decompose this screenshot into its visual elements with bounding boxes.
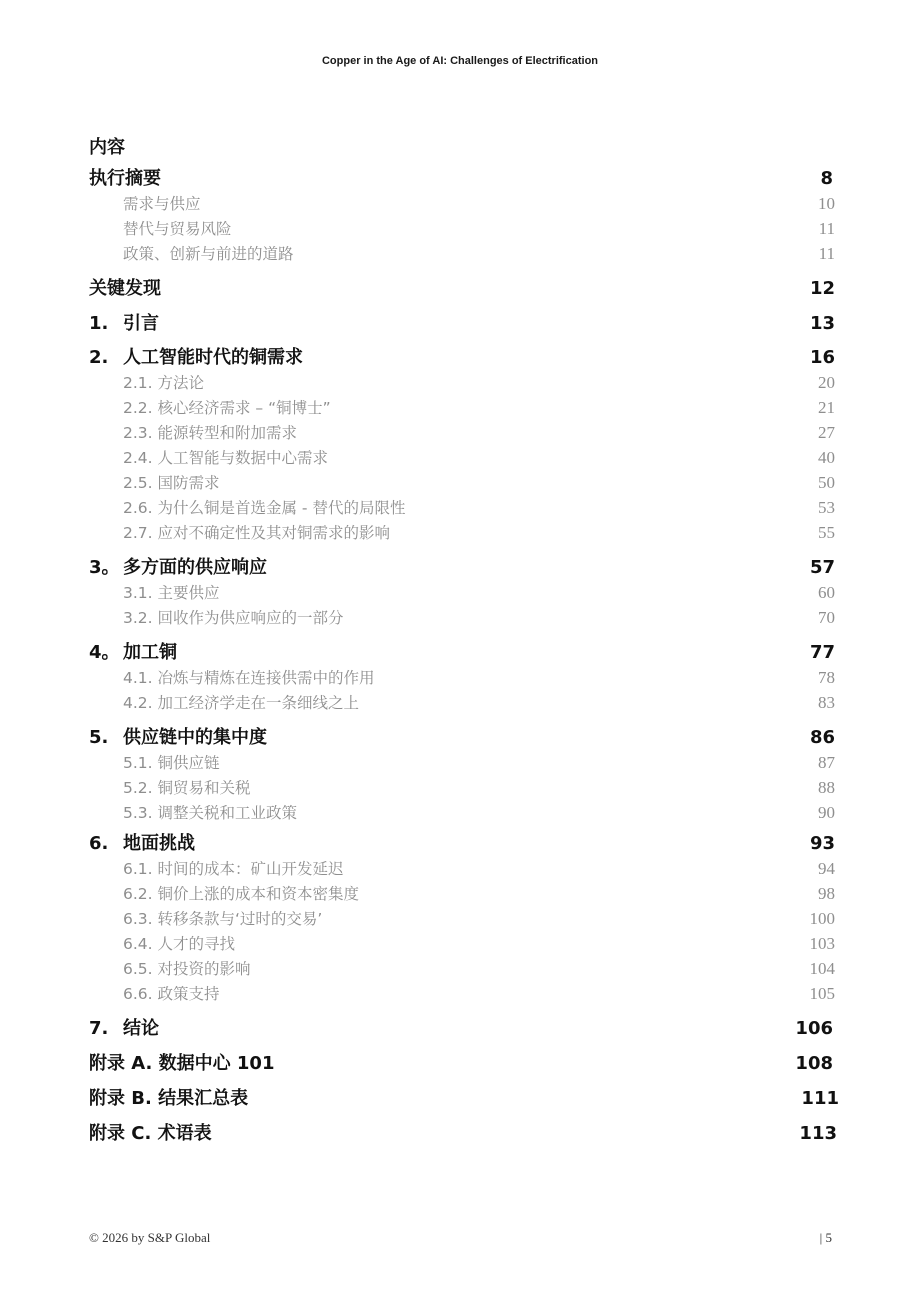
toc-entry-label: 5.3. 调整关税和工业政策 bbox=[123, 804, 298, 822]
toc-entry-label: 6.5. 对投资的影响 bbox=[123, 960, 251, 978]
toc-entry-page-number: 12 bbox=[809, 278, 835, 299]
toc-section-entry[interactable] bbox=[89, 1087, 839, 1111]
toc-entry-page-number: 93 bbox=[809, 833, 835, 854]
toc-entry-label: 附录 A. 数据中心 101 bbox=[89, 1053, 275, 1074]
toc-entry-page-number: 55 bbox=[818, 523, 835, 542]
toc-entry-page-number: 11 bbox=[818, 244, 835, 263]
toc-subsection-entry[interactable] bbox=[89, 882, 835, 906]
toc-entry-label: 5.1. 铜供应链 bbox=[123, 754, 220, 772]
toc-subsection-entry[interactable] bbox=[89, 581, 835, 605]
running-header: Copper in the Age of AI: Challenges of Electrification bbox=[321, 55, 599, 67]
toc-entry-page-number: 103 bbox=[809, 934, 835, 953]
toc-entry-page-number: 83 bbox=[818, 693, 835, 712]
toc-entry-page-number: 20 bbox=[818, 373, 835, 392]
toc-entry-number: 7. bbox=[89, 1018, 109, 1039]
toc-entry-number: 4。 bbox=[89, 642, 120, 663]
toc-section-entry[interactable] bbox=[89, 1017, 835, 1041]
toc-entry-page-number: 88 bbox=[818, 778, 835, 797]
toc-entry-page-number: 100 bbox=[809, 909, 835, 928]
toc-entry-page-number: 113 bbox=[799, 1123, 837, 1144]
toc-entry-page-number: 10 bbox=[818, 194, 835, 213]
toc-entry-label: 6.1. 时间的成本：矿山开发延迟 bbox=[123, 860, 344, 878]
toc-section-entry[interactable] bbox=[89, 312, 835, 336]
toc-subsection-entry[interactable] bbox=[89, 496, 835, 520]
toc-subsection-entry[interactable] bbox=[89, 982, 835, 1006]
toc-entry-page-number: 8 bbox=[820, 168, 833, 189]
toc-entry-label: 2.7. 应对不确定性及其对铜需求的影响 bbox=[123, 524, 391, 542]
toc-subsection-entry[interactable] bbox=[89, 521, 835, 545]
toc-entry-label: 6.2. 铜价上涨的成本和资本密集度 bbox=[123, 885, 360, 903]
footer-copyright: © 2026 by S&P Global bbox=[89, 1230, 211, 1245]
toc-entry-label: 4.1. 冶炼与精炼在连接供需中的作用 bbox=[123, 669, 375, 687]
toc-entry-label: 2.1. 方法论 bbox=[123, 374, 205, 392]
toc-entry-page-number: 78 bbox=[818, 668, 835, 687]
toc-entry-label: 需求与供应 bbox=[123, 195, 201, 213]
toc-entry-label: 5.2. 铜贸易和关税 bbox=[123, 779, 251, 797]
toc-subsection-entry[interactable] bbox=[89, 446, 835, 470]
footer-page-number: | 5 bbox=[819, 1230, 832, 1245]
toc-section-entry[interactable] bbox=[89, 167, 835, 191]
toc-entry-page-number: 98 bbox=[818, 884, 835, 903]
toc-entry-page-number: 16 bbox=[809, 347, 835, 368]
toc-entry-page-number: 108 bbox=[795, 1053, 833, 1074]
toc-entry-label: 3.1. 主要供应 bbox=[123, 584, 220, 602]
toc-entry-page-number: 50 bbox=[818, 473, 835, 492]
toc-entry-page-number: 11 bbox=[818, 219, 835, 238]
toc-subsection-entry[interactable] bbox=[89, 857, 835, 881]
toc-entry-page-number: 57 bbox=[809, 557, 835, 578]
toc-entry-label: 2.6. 为什么铜是首选金属 - 替代的局限性 bbox=[123, 499, 406, 517]
toc-entry-label: 2.4. 人工智能与数据中心需求 bbox=[123, 449, 329, 467]
toc-subsection-entry[interactable] bbox=[89, 606, 835, 630]
toc-entry-label: 人工智能时代的铜需求 bbox=[123, 347, 303, 368]
toc-subsection-entry[interactable] bbox=[89, 776, 835, 800]
toc-section-entry[interactable] bbox=[89, 556, 835, 580]
toc-subsection-entry[interactable] bbox=[89, 471, 835, 495]
toc-entry-label: 引言 bbox=[123, 313, 159, 334]
toc-entry-label: 替代与贸易风险 bbox=[123, 220, 232, 238]
toc-entry-label: 供应链中的集中度 bbox=[123, 727, 267, 748]
toc-entry-label: 2.5. 国防需求 bbox=[123, 474, 220, 492]
toc-entry-page-number: 77 bbox=[809, 642, 835, 663]
toc-entry-label: 6.4. 人才的寻找 bbox=[123, 935, 236, 953]
toc-subsection-entry[interactable] bbox=[89, 666, 835, 690]
toc-subsection-entry[interactable] bbox=[89, 192, 835, 216]
toc-entry-page-number: 27 bbox=[818, 423, 835, 442]
toc-entry-page-number: 70 bbox=[818, 608, 835, 627]
toc-section-entry[interactable] bbox=[89, 346, 835, 370]
toc-entry-number: 3。 bbox=[89, 557, 120, 578]
toc-entry-page-number: 104 bbox=[809, 959, 835, 978]
toc-entry-label: 4.2. 加工经济学走在一条细线之上 bbox=[123, 694, 360, 712]
toc-entry-page-number: 40 bbox=[818, 448, 835, 467]
toc-entry-label: 关键发现 bbox=[89, 278, 161, 299]
toc-entry-label: 加工铜 bbox=[123, 642, 177, 663]
toc-subsection-entry[interactable] bbox=[89, 691, 835, 715]
toc-section-entry[interactable] bbox=[89, 1122, 835, 1146]
toc-entry-label: 6.3. 转移条款与‘过时的交易’ bbox=[123, 910, 323, 928]
toc-entry-number: 2. bbox=[89, 347, 109, 368]
toc-entry-label: 附录 B. 结果汇总表 bbox=[89, 1088, 249, 1109]
toc-entry-page-number: 21 bbox=[818, 398, 835, 417]
toc-section-entry[interactable] bbox=[89, 832, 835, 856]
toc-subsection-entry[interactable] bbox=[89, 932, 835, 956]
toc-subsection-entry[interactable] bbox=[89, 751, 835, 775]
toc-section-entry[interactable] bbox=[89, 1052, 835, 1076]
toc-subsection-entry[interactable] bbox=[89, 371, 835, 395]
toc-subsection-entry[interactable] bbox=[89, 217, 835, 241]
toc-subsection-entry[interactable] bbox=[89, 907, 835, 931]
toc-entry-page-number: 106 bbox=[795, 1018, 833, 1039]
toc-entry-label: 政策、创新与前进的道路 bbox=[123, 245, 294, 263]
toc-entry-number: 1. bbox=[89, 313, 109, 334]
toc-entry-page-number: 111 bbox=[801, 1088, 839, 1109]
toc-subsection-entry[interactable] bbox=[89, 421, 835, 445]
toc-entry-page-number: 94 bbox=[818, 859, 835, 878]
toc-section-entry[interactable] bbox=[89, 277, 835, 301]
toc-entry-label: 结论 bbox=[123, 1018, 159, 1039]
toc-entry-label: 6.6. 政策支持 bbox=[123, 985, 220, 1003]
toc-section-entry[interactable] bbox=[89, 641, 835, 665]
toc-subsection-entry[interactable] bbox=[89, 396, 835, 420]
toc-entry-page-number: 105 bbox=[809, 984, 835, 1003]
toc-entry-page-number: 86 bbox=[809, 727, 835, 748]
toc-entry-label: 执行摘要 bbox=[89, 168, 161, 189]
toc-subsection-entry[interactable] bbox=[89, 242, 835, 266]
toc-entry-page-number: 87 bbox=[818, 753, 835, 772]
toc-entry-page-number: 90 bbox=[818, 803, 835, 822]
toc-entry-label: 多方面的供应响应 bbox=[123, 557, 267, 578]
toc-entry-label: 2.2. 核心经济需求 – “铜博士” bbox=[123, 399, 331, 417]
toc-entry-page-number: 13 bbox=[809, 313, 835, 334]
toc-entry-number: 5. bbox=[89, 727, 109, 748]
toc-entry-label: 3.2. 回收作为供应响应的一部分 bbox=[123, 609, 344, 627]
toc-subsection-entry[interactable] bbox=[89, 801, 835, 825]
toc-entry-page-number: 53 bbox=[818, 498, 835, 517]
toc-entry-label: 地面挑战 bbox=[123, 833, 195, 854]
toc-entry-label: 2.3. 能源转型和附加需求 bbox=[123, 424, 298, 442]
toc-subsection-entry[interactable] bbox=[89, 957, 835, 981]
toc-entry-page-number: 60 bbox=[818, 583, 835, 602]
toc-entry-label: 附录 C. 术语表 bbox=[89, 1123, 212, 1144]
toc-title: 内容 bbox=[89, 137, 125, 158]
toc-section-entry[interactable] bbox=[89, 726, 835, 750]
toc-entry-number: 6. bbox=[89, 833, 109, 854]
